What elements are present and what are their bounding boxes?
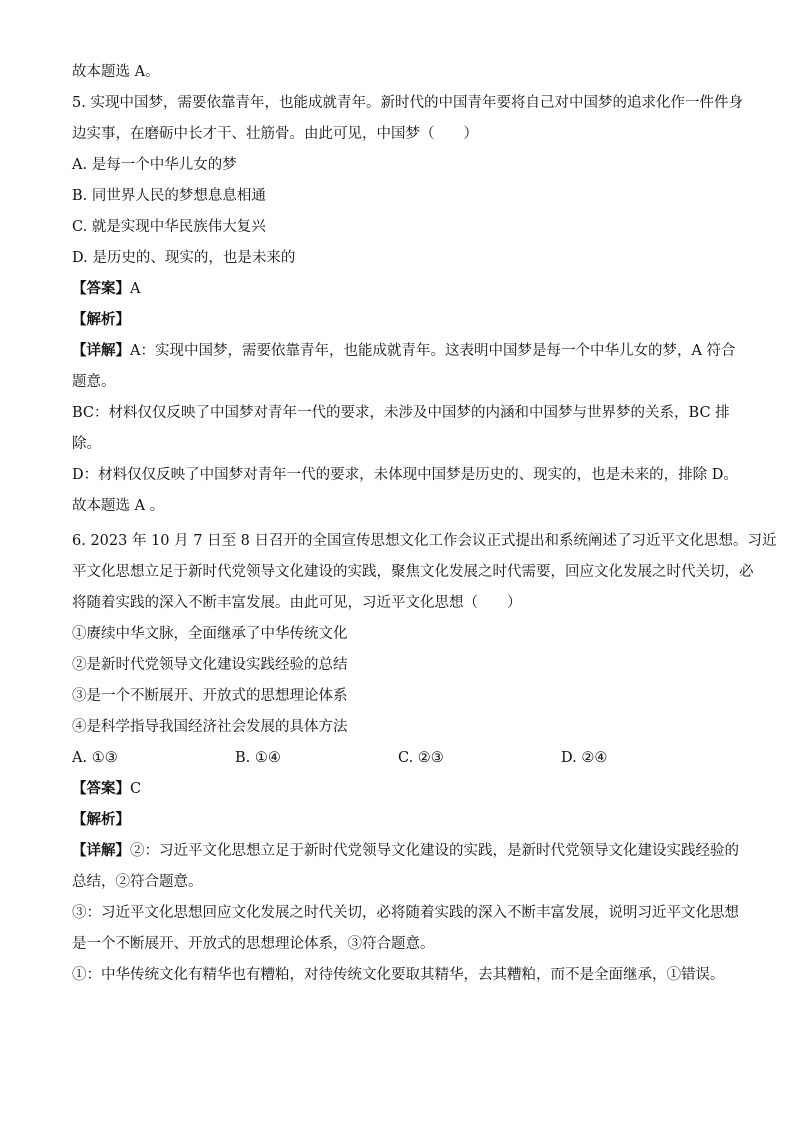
q5-detail-2a: BC：材料仅仅反映了中国梦对青年一代的要求，未涉及中国梦的内涵和中国梦与世界梦的关系，BC 排 (72, 405, 730, 421)
answer-value: A (130, 281, 141, 297)
q5-analysis-tag: 【解析】 (72, 311, 130, 328)
q6-detail-1b: 总结，②符合题意。 (72, 874, 203, 890)
q6-option-a: A. ①③ (72, 750, 118, 766)
answer-value: C (130, 781, 142, 797)
q5-answer (72, 279, 724, 299)
q6-item-2: ②是新时代党领导文化建设实践经验的总结 (72, 657, 348, 673)
document-page (72, 62, 777, 985)
q6-item-3: ③是一个不断展开、开放式的思想理论体系 (72, 688, 348, 704)
q5-stem-line-1: 5. 实现中国梦，需要依靠青年，也能成就青年。新时代的中国青年要将自己对中国梦的追求化作一件件身 (72, 95, 743, 111)
q5-conclusion: 故本题选 A 。 (72, 498, 165, 514)
q6-option-b: B. ①④ (235, 750, 281, 766)
q6-stem-line-2: 平文化思想立足于新时代党领导文化建设的实践，聚焦文化发展之时代需要，回应文化发展之时代关切，必 (72, 564, 754, 580)
q6-option-d: D. ②④ (561, 750, 608, 766)
q5-option-a: A. 是每一个中华儿女的梦 (72, 157, 237, 173)
q5-option-d: D. 是历史的、现实的，也是未来的 (72, 250, 296, 266)
q6-stem-line-1: 6. 2023 年 10 月 7 日至 8 日召开的全国宣传思想文化工作会议正式提出和系统阐述了习近平文化思想。习近 (72, 533, 777, 549)
detail-tag: 【详解】 (72, 842, 130, 859)
q6-item-4: ④是科学指导我国经济社会发展的具体方法 (72, 719, 348, 735)
q6-stem-line-3: 将随着实践的深入不断丰富发展。由此可见，习近平文化思想（ ） (72, 595, 522, 611)
q6-answer (72, 779, 724, 799)
answer-tag: 【答案】 (72, 780, 130, 797)
q6-detail-2b: 是一个不断展开、开放式的思想理论体系，③符合题意。 (72, 936, 435, 952)
q6-detail-1a (72, 841, 739, 861)
q5-option-b: B. 同世界人民的梦想息息相通 (72, 188, 266, 204)
detail-tag: 【详解】 (72, 342, 130, 359)
q5-option-c: C. 就是实现中华民族伟大复兴 (72, 219, 266, 235)
answer-tag: 【答案】 (72, 280, 130, 297)
q5-detail-2b: 除。 (72, 436, 101, 452)
q6-detail-2a: ③：习近平文化思想回应文化发展之时代关切，必将随着实践的深入不断丰富发展，说明习近平文化思想 (72, 905, 739, 921)
q4-conclusion: 故本题选 A。 (72, 64, 160, 80)
detail-text: A：实现中国梦，需要依靠青年，也能成就青年。这表明中国梦是每一个中华儿女的梦，A 符合 (130, 343, 736, 359)
q5-detail-1a (72, 341, 736, 361)
q6-detail-3: ①：中华传统文化有精华也有糟粕，对待传统文化要取其精华，去其糟粕，而不是全面继承，①错误。 (72, 967, 725, 983)
q6-option-c: C. ②③ (398, 750, 444, 766)
detail-text: ②：习近平文化思想立足于新时代党领导文化建设的实践，是新时代党领导文化建设实践经验的 (130, 843, 739, 859)
q5-detail-1b: 题意。 (72, 374, 116, 390)
q5-detail-3: D：材料仅仅反映了中国梦对青年一代的要求，未体现中国梦是历史的、现实的，也是未来的，排除 D。 (72, 467, 738, 483)
q6-item-1: ①赓续中华文脉，全面继承了中华传统文化 (72, 626, 348, 642)
q6-analysis-tag: 【解析】 (72, 811, 130, 828)
q6-options (72, 748, 724, 768)
q5-stem-line-2: 边实事，在磨砺中长才干、壮筋骨。由此可见，中国梦（ ） (72, 126, 478, 142)
